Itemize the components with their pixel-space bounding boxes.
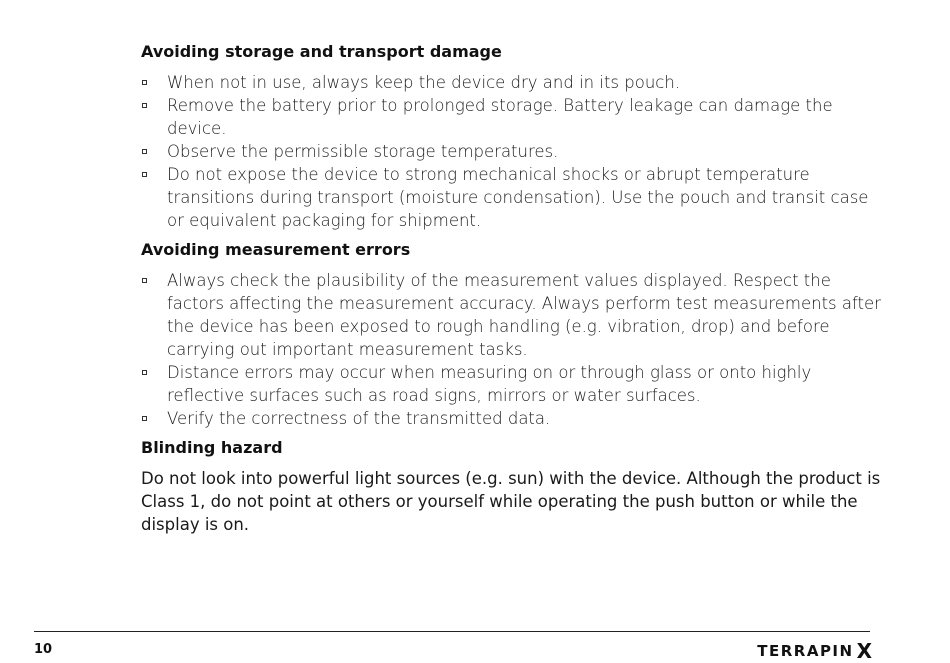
section-blinding-hazard: [141, 436, 881, 536]
page-number: 10: [34, 642, 53, 657]
square-bullet-icon: [142, 416, 147, 421]
square-bullet-icon: [142, 172, 147, 177]
brand-x-mark: X: [856, 639, 872, 663]
section-heading: Avoiding measurement errors: [141, 240, 411, 259]
list-item: Observe the permissible storage temperatures.: [141, 140, 881, 163]
section-storage: [141, 40, 881, 232]
list-item: Do not expose the device to strong mechanical shocks or abrupt temperature transitions during transport (moisture condensation). Use the pouch and transit case or equivalent packaging for shipment.: [141, 163, 881, 232]
square-bullet-icon: [142, 103, 147, 108]
square-bullet-icon: [142, 149, 147, 154]
section-heading: Avoiding storage and transport damage: [141, 42, 502, 61]
footer-divider: [34, 631, 870, 632]
list-item: Verify the correctness of the transmitted data.: [141, 407, 881, 430]
list-item: Always check the plausibility of the measurement values displayed. Respect the factors affecting the measurement accuracy. Always perform test measurements after the device has been exposed to rough handling (e.g. vibration, drop) and before carrying out important measurement tasks.: [141, 269, 881, 361]
list-item: Distance errors may occur when measuring on or through glass or onto highly reflective surfaces such as road signs, mirrors or water surfaces.: [141, 361, 881, 407]
bullet-list: [141, 71, 881, 232]
section-paragraph: Do not look into powerful light sources (e.g. sun) with the device. Although the product is Class 1, do not point at others or yourself while operating the push button or while the display is on.: [141, 469, 881, 534]
page-content: [141, 40, 881, 536]
square-bullet-icon: [142, 278, 147, 283]
brand-logo: [757, 639, 872, 663]
square-bullet-icon: [142, 80, 147, 85]
section-measurement-errors: [141, 238, 881, 430]
section-heading: Blinding hazard: [141, 438, 283, 457]
list-item: Remove the battery prior to prolonged storage. Battery leakage can damage the device.: [141, 94, 881, 140]
bullet-list: [141, 269, 881, 430]
brand-name: TERRAPIN: [757, 642, 854, 660]
square-bullet-icon: [142, 370, 147, 375]
list-item: When not in use, always keep the device dry and in its pouch.: [141, 71, 881, 94]
